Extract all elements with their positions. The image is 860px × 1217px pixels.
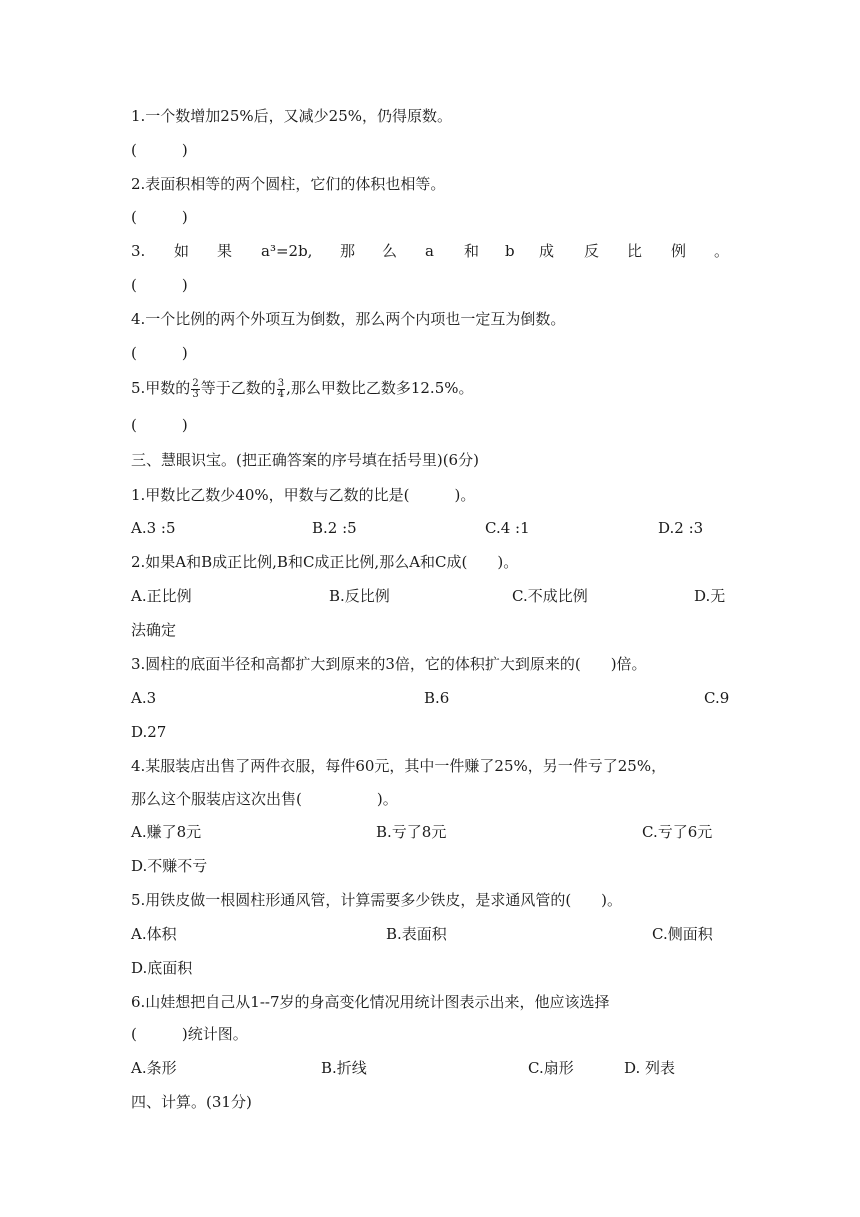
q3-part: 3. [131,242,146,260]
choice-q5: 5.用铁皮做一根圆柱形通风管，计算需要多少铁皮，是求通风管的( )。 [131,891,623,909]
section-3-title: 三、慧眼识宝。(把正确答案的序号填在括号里)(6分) [131,451,479,469]
fraction-denominator: 3 [192,388,199,400]
q3-part: 。 [714,242,730,260]
judge-q4: 4.一个比例的两个外项互为倒数，那么两个内项也一定互为倒数。 [131,310,566,328]
option-c[interactable]: C.4 :1 [485,519,530,537]
option-d[interactable]: D.不赚不亏 [131,857,208,875]
option-c[interactable]: C.扇形 [528,1059,574,1077]
option-b[interactable]: B.表面积 [386,925,447,943]
q3-part: 如 [174,242,190,260]
option-b[interactable]: B.折线 [321,1059,367,1077]
option-b[interactable]: B.反比例 [329,587,390,605]
q3-part: a³=2b, [261,242,313,260]
option-c[interactable]: C.9 [704,689,730,707]
choice-q3: 3.圆柱的底面半径和高都扩大到原来的3倍，它的体积扩大到原来的( )倍。 [131,655,647,673]
choice-q6-line2: ( )统计图。 [131,1025,248,1043]
judge-q1: 1.一个数增加25%后，又减少25%，仍得原数。 [131,107,452,125]
option-b[interactable]: B.亏了8元 [376,823,447,841]
q3-part: 反 [584,242,600,260]
fraction-numerator: 2 [192,377,199,389]
q3-part: a [425,242,434,260]
choice-q2-cont: 法确定 [131,621,177,639]
q3-part: 那 [340,242,356,260]
q5-post: ,那么甲数比乙数多12.5%。 [286,379,474,397]
option-a[interactable]: A.条形 [131,1059,177,1077]
q3-part: 果 [217,242,233,260]
judge-q4-bracket[interactable]: ( ) [131,344,188,362]
option-b[interactable]: B.2 :5 [312,519,357,537]
option-d[interactable]: D.27 [131,723,167,741]
q3-part: 么 [382,242,398,260]
judge-q2: 2.表面积相等的两个圆柱，它们的体积也相等。 [131,175,446,193]
q3-part: b [505,242,515,260]
choice-q6: 6.山娃想把自己从1--7岁的身高变化情况用统计图表示出来，他应该选择 [131,993,610,1011]
option-a[interactable]: A.体积 [131,925,177,943]
judge-q3-bracket[interactable]: ( ) [131,276,188,294]
choice-q3-options [131,688,730,708]
choice-q4-line2: 那么这个服装店这次出售( )。 [131,790,398,808]
option-a[interactable]: A.正比例 [131,587,192,605]
option-d[interactable]: D.2 :3 [658,519,704,537]
fraction-denominator: 4 [277,388,285,400]
option-d[interactable]: D.底面积 [131,959,193,977]
choice-q5-options [131,924,730,944]
option-b[interactable]: B.6 [424,689,450,707]
option-d[interactable]: D. 列表 [624,1059,676,1077]
judge-q5-bracket[interactable]: ( ) [131,416,188,434]
option-c[interactable]: C.不成比例 [512,587,588,605]
option-c[interactable]: C.侧面积 [652,925,713,943]
fraction-numerator: 3 [277,377,285,389]
judge-q1-bracket[interactable]: ( ) [131,141,188,159]
choice-q1: 1.甲数比乙数少40%，甲数与乙数的比是( )。 [131,486,476,504]
choice-q6-options [131,1058,730,1078]
q3-part: 例 [671,242,687,260]
choice-q4: 4.某服装店出售了两件衣服，每件60元，其中一件赚了25%，另一件亏了25%， [131,757,667,775]
choice-q1-options [131,518,730,538]
choice-q4-options [131,822,730,842]
fraction-2-3 [191,379,199,400]
judge-q3 [131,241,730,261]
option-d[interactable]: D.无 [694,587,726,605]
q3-part: 和 [464,242,480,260]
option-a[interactable]: A.3 :5 [131,519,176,537]
option-a[interactable]: A.3 [131,689,157,707]
q3-part: 成 [539,242,555,260]
judge-q2-bracket[interactable]: ( ) [131,208,188,226]
fraction-3-4 [277,379,285,400]
option-c[interactable]: C.亏了6元 [642,823,713,841]
option-a[interactable]: A.赚了8元 [131,823,202,841]
q3-part: 比 [627,242,643,260]
choice-q2-options [131,586,730,606]
section-4-title: 四、计算。(31分) [131,1093,252,1111]
q5-mid: 等于乙数的 [200,379,276,397]
judge-q5 [131,378,474,400]
q5-pre: 5.甲数的 [131,379,191,397]
choice-q2: 2.如果A和B成正比例,B和C成正比例,那么A和C成( )。 [131,553,519,571]
